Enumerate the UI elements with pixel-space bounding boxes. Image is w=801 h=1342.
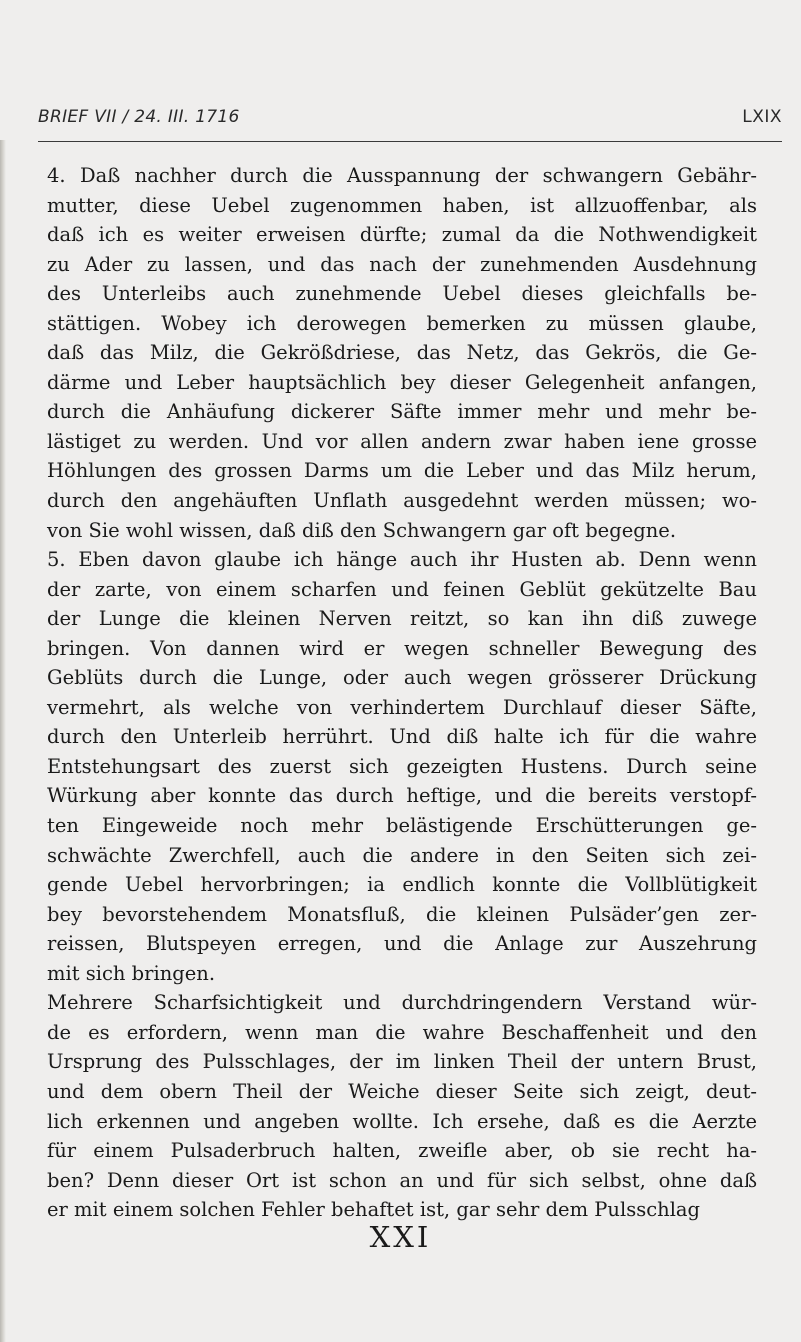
text-line: des Unterleibs auch zunehmende Uebel dieses gleichfalls be- (47, 282, 757, 306)
running-head: BRIEF VII / 24. III. 1716 (38, 107, 240, 127)
page-number: LXIX (742, 107, 782, 127)
text-line: zu Ader zu lassen, und das nach der zunehmenden Ausdehnung (47, 252, 757, 276)
text-line: Geblüts durch die Lunge, oder auch wegen grösserer Drückung (47, 666, 757, 690)
text-line: mit sich bringen. (47, 961, 216, 985)
text-line: Ursprung des Pulsschlages, der im linken Theil der untern Brust, (47, 1050, 757, 1074)
text-line: stättigen. Wobey ich derowegen bemerken zu müssen glaube, (47, 311, 757, 335)
header-rule (38, 141, 782, 142)
text-line: de es erfordern, wenn man die wahre Beschaffenheit und den (47, 1020, 757, 1044)
text-line: lich erkennen und angeben wollte. Ich ersehe, daß es die Aerzte (47, 1109, 757, 1133)
text-line: därme und Leber hauptsächlich bey dieser Gelegenheit anfangen, (47, 370, 757, 394)
text-line: Würkung aber konnte das durch heftige, und die bereits verstopf- (47, 784, 757, 808)
text-line: Höhlungen des grossen Darms um die Leber und das Milz herum, (47, 459, 757, 483)
text-line: der Lunge die kleinen Nerven reitzt, so kan ihn diß zuwege (47, 607, 757, 631)
text-line: er mit einem solchen Fehler behaftet ist, gar sehr dem Pulsschlag (47, 1198, 701, 1222)
text-line: schwächte Zwerchfell, auch die andere in den Seiten sich zei- (47, 843, 757, 867)
text-line: von Sie wohl wissen, daß diß den Schwangern gar oft begegne. (47, 518, 677, 542)
text-line: durch die Anhäufung dickerer Säfte immer mehr und mehr be- (47, 400, 757, 424)
signature-mark: XXI (369, 1220, 432, 1254)
text-line: durch den angehäuften Unflath ausgedehnt werden müssen; wo- (47, 489, 757, 513)
text-line: bey bevorstehendem Monatsfluß, die kleinen Pulsäder’gen zer- (47, 902, 757, 926)
binding-gutter-shadow (0, 140, 6, 1342)
text-line: daß das Milz, die Gekrößdriese, das Netz, das Gekrös, die Ge- (47, 341, 757, 365)
text-line: mutter, diese Uebel zugenommen haben, ist allzuoffenbar, als (47, 193, 757, 217)
page-header (38, 107, 782, 147)
text-line: 5. Eben davon glaube ich hänge auch ihr Husten ab. Denn wenn (47, 548, 757, 572)
text-line: der zarte, von einem scharfen und feinen Geblüt gekützelte Bau (47, 577, 757, 601)
text-line: gende Uebel hervorbringen; ia endlich konnte die Vollblütigkeit (47, 873, 757, 897)
text-line: für einem Pulsaderbruch halten, zweifle aber, ob sie recht ha- (47, 1139, 757, 1163)
text-line: ten Eingeweide noch mehr belästigende Erschütterungen ge- (47, 814, 757, 838)
body-text (47, 161, 777, 1225)
text-line: Entstehungsart des zuerst sich gezeigten Hustens. Durch seine (47, 754, 757, 778)
text-line: Mehrere Scharfsichtigkeit und durchdringendern Verstand wür- (47, 991, 757, 1015)
text-line: lästiget zu werden. Und vor allen andern zwar haben iene grosse (47, 429, 757, 453)
text-line: vermehrt, als welche von verhindertem Durchlauf dieser Säfte, (47, 695, 757, 719)
text-line: ben? Denn dieser Ort ist schon an und für sich selbst, ohne daß (47, 1168, 757, 1192)
text-line: daß ich es weiter erweisen dürfte; zumal da die Nothwendigkeit (47, 223, 757, 247)
text-line: und dem obern Theil der Weiche dieser Seite sich zeigt, deut- (47, 1079, 757, 1103)
text-line: durch den Unterleib herrührt. Und diß halte ich für die wahre (47, 725, 757, 749)
text-line: reissen, Blutspeyen erregen, und die Anlage zur Auszehrung (47, 932, 757, 956)
text-line: bringen. Von dannen wird er wegen schneller Bewegung des (47, 636, 757, 660)
text-line: 4. Daß nachher durch die Ausspannung der schwangern Gebähr- (47, 164, 757, 187)
